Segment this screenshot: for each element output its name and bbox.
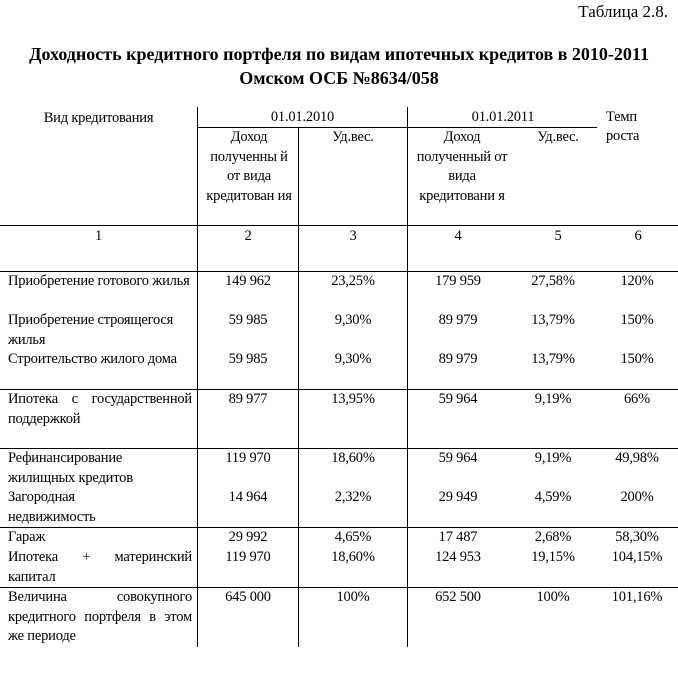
row-growth: 49,98% xyxy=(615,450,659,466)
row-name: Строительство жилого дома xyxy=(8,351,177,367)
row-name: Ипотека с государственной поддержкой xyxy=(8,391,192,427)
row-income-2010: 59 985 xyxy=(228,312,268,328)
header-share-2010: Уд.вес. xyxy=(332,129,374,145)
header-income-2011: Доход полученный от вида кредитовани я xyxy=(416,129,508,204)
header-kind: Вид кредитования xyxy=(43,110,154,126)
row-share-2010: 9,30% xyxy=(334,312,372,328)
row-share-2010: 18,60% xyxy=(331,549,375,565)
header-growth-line1: Темп xyxy=(606,109,637,125)
row-income-2010: 14 964 xyxy=(228,489,268,505)
row-share-2010: 100% xyxy=(336,589,370,605)
row-name: Величина совокупного кредитного портфеля в этом же периоде xyxy=(8,589,192,644)
row-growth: 66% xyxy=(624,391,650,407)
row-income-2011: 124 953 xyxy=(435,549,481,565)
row-share-2011: 13,79% xyxy=(531,351,575,367)
col-number-6: 6 xyxy=(634,228,642,244)
row-name: Приобретение строящегося жилья xyxy=(8,312,174,348)
row-share-2011: 13,79% xyxy=(531,312,575,328)
row-growth: 150% xyxy=(620,312,654,328)
row-name: Приобретение готового жилья xyxy=(8,273,190,289)
row-name: Загородная недвижимость xyxy=(8,489,96,525)
row-income-2010: 119 970 xyxy=(225,549,271,565)
col-number-5: 5 xyxy=(554,228,562,244)
row-income-2011: 29 949 xyxy=(438,489,478,505)
row-income-2010: 645 000 xyxy=(225,589,271,605)
row-name: Рефинансирование жилищных кредитов xyxy=(8,450,133,486)
row-growth: 104,15% xyxy=(611,549,663,565)
row-growth: 58,30% xyxy=(615,529,659,545)
row-income-2010: 149 962 xyxy=(225,273,271,289)
row-share-2010: 9,30% xyxy=(334,351,372,367)
rule-header-bottom xyxy=(0,225,678,226)
header-date-2011: 01.01.2011 xyxy=(471,109,535,125)
table-title-line1: Доходность кредитного портфеля по видам ипотечных кредитов в 2010-2011 xyxy=(29,44,649,64)
header-growth-line2: роста xyxy=(606,128,640,144)
row-share-2010: 18,60% xyxy=(331,450,375,466)
row-growth: 101,16% xyxy=(611,589,663,605)
row-income-2010: 29 992 xyxy=(228,529,268,545)
row-growth: 150% xyxy=(620,351,654,367)
col-number-3: 3 xyxy=(349,228,357,244)
col-number-1: 1 xyxy=(94,228,103,244)
row-growth: 200% xyxy=(620,489,654,505)
row-share-2011: 27,58% xyxy=(531,273,575,289)
col-number-4: 4 xyxy=(454,228,462,244)
header-income-2010: Доход полученны й от вида кредитован ия xyxy=(206,129,292,204)
row-income-2011: 89 979 xyxy=(438,312,478,328)
row-growth: 120% xyxy=(620,273,654,289)
row-share-2011: 9,19% xyxy=(534,391,572,407)
col-number-2: 2 xyxy=(244,228,252,244)
row-income-2011: 179 959 xyxy=(435,273,481,289)
row-income-2010: 89 977 xyxy=(228,391,268,407)
row-share-2011: 9,19% xyxy=(534,450,572,466)
header-share-2011: Уд.вес. xyxy=(537,129,579,145)
row-income-2011: 652 500 xyxy=(435,589,481,605)
row-share-2011: 2,68% xyxy=(534,529,572,545)
row-income-2010: 59 985 xyxy=(228,351,268,367)
row-share-2011: 100% xyxy=(536,589,570,605)
row-share-2011: 4,59% xyxy=(534,489,572,505)
row-income-2011: 89 979 xyxy=(438,351,478,367)
row-income-2011: 17 487 xyxy=(438,529,478,545)
row-share-2011: 19,15% xyxy=(531,549,575,565)
row-share-2010: 23,25% xyxy=(331,273,375,289)
row-name: Ипотека + материнский капитал xyxy=(8,549,192,585)
row-share-2010: 4,65% xyxy=(334,529,372,545)
row-income-2010: 119 970 xyxy=(225,450,271,466)
table-title-line2: Омском ОСБ №8634/058 xyxy=(239,68,439,88)
rule-col2-right xyxy=(298,127,299,647)
table-caption: Таблица 2.8. xyxy=(578,2,668,21)
row-income-2011: 59 964 xyxy=(438,450,478,466)
row-share-2010: 13,95% xyxy=(331,391,375,407)
row-share-2010: 2,32% xyxy=(334,489,372,505)
header-date-2010: 01.01.2010 xyxy=(270,109,335,125)
row-name: Гараж xyxy=(8,529,46,545)
row-income-2011: 59 964 xyxy=(438,391,478,407)
